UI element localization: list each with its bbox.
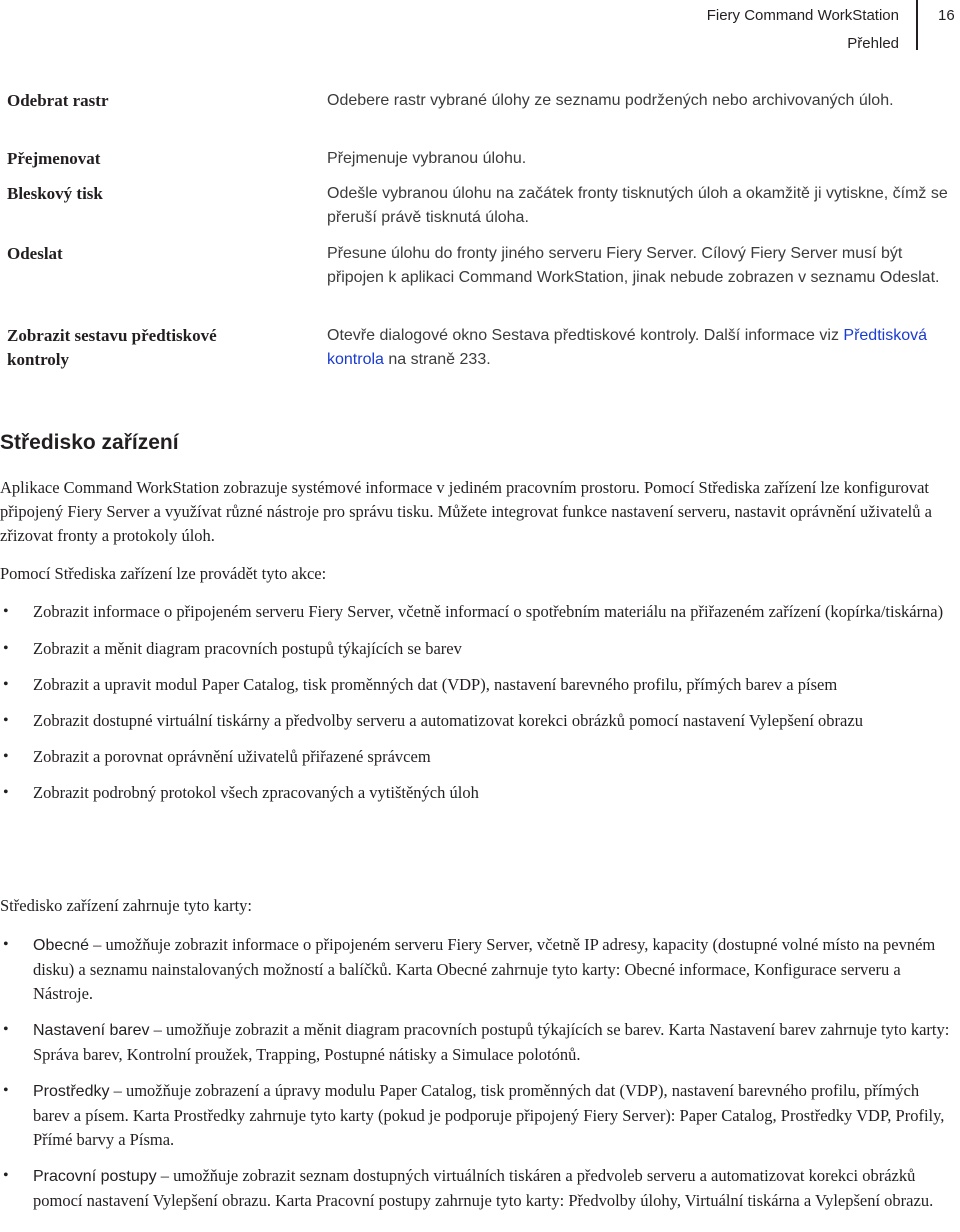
command-term: Bleskový tisk: [7, 184, 103, 203]
tab-description: – umožňuje zobrazení a úpravy modulu Paper Catalog, tisk proměnných dat (VDP), nastavení barevného profilu, přímých barev a písem. Karta Prostředky zahrnuje tyto karty (pokud je podporuje připojený Fiery Server): Paper Catalog, Prostředky VDP, Profily, Přímé barvy a Písma.: [33, 1081, 945, 1149]
chapter-title: Přehled: [847, 35, 899, 52]
list-item: • Zobrazit informace o připojeném serveru Fiery Server, včetně informací o spotřebním materiálu na přiřazeném zařízení (kopírka/tiskárna): [0, 600, 958, 624]
list-item: • Zobrazit podrobný protokol všech zpracovaných a vytištěných úloh: [0, 781, 958, 805]
list-item: • Zobrazit a porovnat oprávnění uživatelů přiřazené správcem: [0, 745, 958, 769]
page-header: [0, 0, 960, 50]
tab-description: – umožňuje zobrazit a měnit diagram pracovních postupů týkajících se barev. Karta Nastavení barev zahrnuje tyto karty: Správa barev, Kontrolní proužek, Trapping, Postupné nátisky a Simulace polotónů.: [33, 1020, 950, 1064]
command-term: Zobrazit sestavu předtiskové kontroly: [7, 326, 217, 369]
list-item: [0, 1018, 958, 1067]
description-text: Otevře dialogové okno Sestava předtiskové kontroly. Další informace viz: [327, 327, 844, 344]
tab-name: Pracovní postupy: [33, 1168, 157, 1185]
command-description: [327, 324, 957, 372]
list-item: [0, 1079, 958, 1152]
document-title: Fiery Command WorkStation: [706, 7, 899, 24]
section-heading: Středisko zařízení: [0, 431, 179, 454]
page-number: 16: [938, 7, 955, 24]
list-item: • Zobrazit a měnit diagram pracovních postupů týkajících se barev: [0, 637, 958, 661]
tabs-intro: Středisko zařízení zahrnuje tyto karty:: [0, 896, 252, 915]
header-title-block: [707, 2, 899, 58]
command-description: Odešle vybranou úlohu na začátek fronty tisknutých úloh a okamžitě ji vytiskne, čímž se přeruší právě tisknutá úloha.: [327, 185, 948, 226]
command-term: Odeslat: [7, 244, 63, 263]
list-item: [0, 1164, 958, 1213]
tab-name: Obecné: [33, 937, 90, 954]
header-divider: [916, 0, 918, 50]
actions-intro: Pomocí Střediska zařízení lze provádět tyto akce:: [0, 564, 327, 583]
actions-list: [0, 600, 958, 805]
tabs-list: [0, 933, 958, 1213]
tab-description: – umožňuje zobrazit seznam dostupných virtuálních tiskáren a předvoleb serveru a automatizovat korekci obrázků pomocí nastavení Vylepšení obrazu. Karta Pracovní postupy zahrnuje tyto karty: Předvolby úlohy, Virtuální tiskárna a Vylepšení obrazu.: [33, 1166, 934, 1210]
tab-name: Nastavení barev: [33, 1022, 150, 1039]
list-item: • Zobrazit dostupné virtuální tiskárny a předvolby serveru a automatizovat korekci obrázků pomocí nastavení Vylepšení obrazu: [0, 709, 958, 733]
tab-name: Prostředky: [33, 1083, 110, 1100]
tab-description: – umožňuje zobrazit informace o připojeném serveru Fiery Server, včetně IP adresy, kapacity (dostupné volné místo na pevném disku) a seznamu nainstalovaných možností a balíčků. Karta Obecné zahrnuje tyto karty: Obecné informace, Konfigurace serveru a Nástroje.: [33, 935, 936, 1003]
command-term: Odebrat rastr: [7, 91, 109, 110]
command-description: Odebere rastr vybrané úlohy ze seznamu podržených nebo archivovaných úloh.: [327, 92, 894, 109]
command-term: Přejmenovat: [7, 149, 101, 168]
list-item: • Zobrazit a upravit modul Paper Catalog, tisk proměnných dat (VDP), nastavení barevného profilu, přímých barev a písem: [0, 673, 958, 697]
preflight-link[interactable]: Předtisková kontrola: [327, 327, 927, 368]
section-intro: Aplikace Command WorkStation zobrazuje systémové informace v jediném pracovním prostoru. Pomocí Střediska zařízení lze konfigurovat připojený Fiery Server a využívat různé nástroje pro správu tisku. Můžete integrovat funkce nastavení serveru, nastavit oprávnění uživatelů a zřizovat fronty a protokoly úloh.: [0, 478, 932, 545]
command-description: Přejmenuje vybranou úlohu.: [327, 150, 527, 167]
list-item: [0, 933, 958, 1006]
command-description: Přesune úlohu do fronty jiného serveru Fiery Server. Cílový Fiery Server musí být připojen k aplikaci Command WorkStation, jinak nebude zobrazen v seznamu Odeslat.: [327, 245, 940, 286]
description-text: na straně 233.: [383, 351, 491, 368]
